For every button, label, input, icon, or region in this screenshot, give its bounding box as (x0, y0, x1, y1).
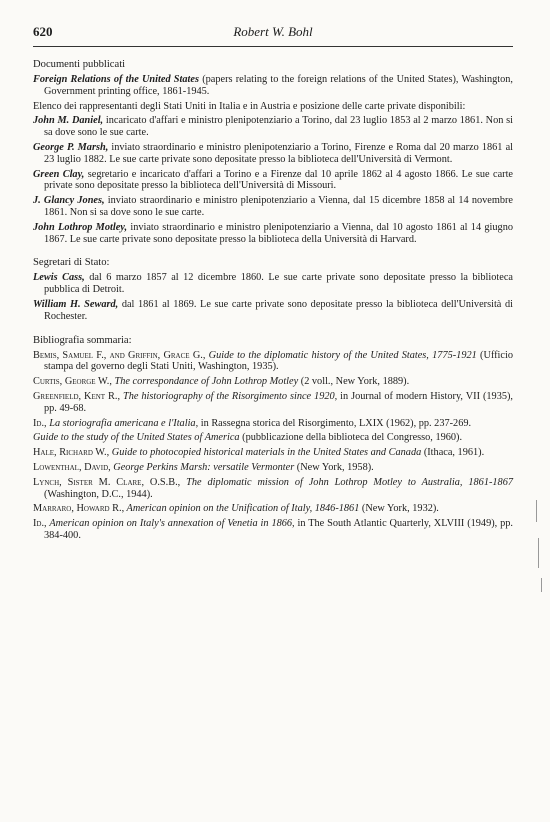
entry-text: segretario e incaricato d'affari a Torino e a Firenze dal 10 aprile 1862 al 4 agosto 1866. Le sue carte private sono depositate presso la biblioteca dell'Università di Missouri. (44, 168, 513, 192)
entry-author: J. Glancy Jones, (33, 195, 105, 207)
bib-author: Lynch, Sister M. Clare, O.S.B., (33, 476, 181, 488)
page (33, 24, 513, 545)
entry (33, 169, 513, 193)
bib-title: George Perkins Marsh: versatile Vermonter (110, 461, 295, 473)
bib-title: Guide to the diplomatic history of the United States, 1775-1921 (205, 349, 477, 361)
bib-title: Guide to photocopied historical materials in the United States and Canada (109, 447, 422, 459)
entry-author: William H. Seward, (33, 298, 119, 310)
bib-text: in Rassegna storica del Risorgimento, LXIX (1962), pp. 237-269. (198, 417, 472, 429)
bib-author: Greenfield, Kent R., (33, 390, 121, 402)
bib-author: Curtis, George W., (33, 376, 112, 388)
entry (33, 272, 513, 296)
bib-text: in Journal of modern History, VII (1935), pp. 49-68. (44, 390, 513, 414)
bib-author: Lowenthal, David, (33, 461, 111, 473)
bib-author: Bemis, Samuel F., and Griffin, Grace G., (33, 349, 206, 361)
section-title: Segretari di Stato: (33, 257, 110, 269)
bib-title: The diplomatic mission of John Lothrop Motley to Australia, 1861-1867 (180, 476, 513, 488)
page-header (33, 24, 513, 42)
entry-author: Green Clay, (33, 168, 85, 180)
section-title: Bibliografia sommaria: (33, 334, 132, 346)
entry-text: dal 1861 al 1869. Le sue carte private sono depositate presso la biblioteca dell'Università di Rochester. (44, 298, 513, 322)
entry-title: Foreign Relations of the United States (33, 74, 199, 85)
entry-text: inviato straordinario e ministro plenipotenziario a Vienna, dal 15 dicembre 1858 al 14 novembre 1861. Non si sa dove sono le sue carte. (44, 195, 513, 218)
bib-author: Marraro, Howard R., (33, 503, 125, 515)
entry-text: Elenco dei rappresentanti degli Stati Uniti in Italia e in Austria e posizione delle carte private disponibili: (33, 100, 466, 112)
bib-text: (New York, 1932). (359, 503, 439, 515)
bib-entry (33, 503, 513, 515)
entry (33, 101, 513, 113)
entry-text: (papers relating to the foreign relations of the United States), Washington, Government printing office, 1861-1945. (44, 74, 514, 97)
bib-entry (33, 391, 513, 415)
entry-author: John Lothrop Motley, (33, 221, 128, 233)
entry-text: dal 6 marzo 1857 al 12 dicembre 1860. Le sue carte private sono depositate presso la biblioteca pubblica di Detroit. (44, 272, 513, 296)
entry-author: Lewis Cass, (33, 272, 85, 284)
bib-entry (33, 376, 513, 388)
entry (33, 74, 513, 98)
bib-title: American opinion on the Unification of Italy, 1846-1861 (124, 503, 360, 515)
bib-entry (33, 418, 513, 430)
entry (33, 195, 513, 219)
margin-mark (541, 578, 542, 592)
bib-entry (33, 350, 513, 374)
bib-text: (Ufficio stampa del governo degli Stati Uniti, Washington, 1935). (44, 349, 513, 373)
margin-mark (538, 538, 539, 568)
bib-text: (pubblicazione della biblioteca del Congresso, 1960). (239, 432, 463, 444)
bib-text: (Washington, D.C., 1944). (44, 488, 153, 500)
bib-text: (Ithaca, 1961). (421, 447, 485, 459)
bib-text: in The South Atlantic Quarterly, XLVIII (1949), pp. 384-400. (44, 518, 513, 541)
bib-entry (33, 462, 513, 474)
entry-text: inviato straordinario e ministro plenipotenziario a Torino, Firenze e Roma dal 20 marzo 1861 al 23 luglio 1882. Le sue carte private sono depositate presso la biblioteca dell'Università di Vermont. (44, 141, 513, 165)
bib-author: Hale, Richard W., (33, 447, 110, 459)
bib-text: (New York, 1958). (294, 461, 374, 473)
running-head: Robert W. Bohl (233, 24, 313, 39)
section-title: Documenti pubblicati (33, 59, 126, 70)
bib-text: (2 voll., New York, 1889). (298, 376, 410, 388)
scan-margin-marks (534, 500, 544, 600)
entry-author: George P. Marsh, (33, 141, 109, 153)
bib-entry (33, 477, 513, 501)
bib-title: The historiography of the Risorgimento since 1920, (120, 390, 338, 402)
page-number: 620 (33, 24, 53, 39)
entry-text: inviato straordinario e ministro plenipotenziario a Vienna, dal 10 agosto 1861 al 14 giugno 1867. Le sue carte private sono depositate presso la biblioteca della Università di Harvard. (44, 221, 513, 245)
bib-title: American opinion on Italy's annexation of Venetia in 1866, (46, 518, 295, 530)
entry (33, 142, 513, 166)
entry-author: John M. Daniel, (33, 115, 104, 127)
header-rule (33, 46, 513, 47)
entry (33, 115, 513, 139)
entry (33, 299, 513, 323)
bib-entry (33, 518, 513, 542)
bib-author: Id., (33, 518, 47, 530)
bib-title: The correspondance of John Lothrop Motley (111, 376, 299, 388)
bib-title: Guide to the study of the United States of America (33, 432, 240, 444)
entry-text: incaricato d'affari e ministro plenipotenziario a Torino, dal 23 luglio 1853 al 2 marzo 1861. Non si sa dove sono le sue carte. (44, 115, 514, 139)
bib-entry (33, 432, 513, 444)
bib-title: La storiografia americana e l'Italia, (46, 417, 199, 429)
entry (33, 222, 513, 246)
bib-author: Id., (33, 417, 47, 429)
bib-entry (33, 447, 513, 459)
margin-mark (536, 500, 537, 522)
